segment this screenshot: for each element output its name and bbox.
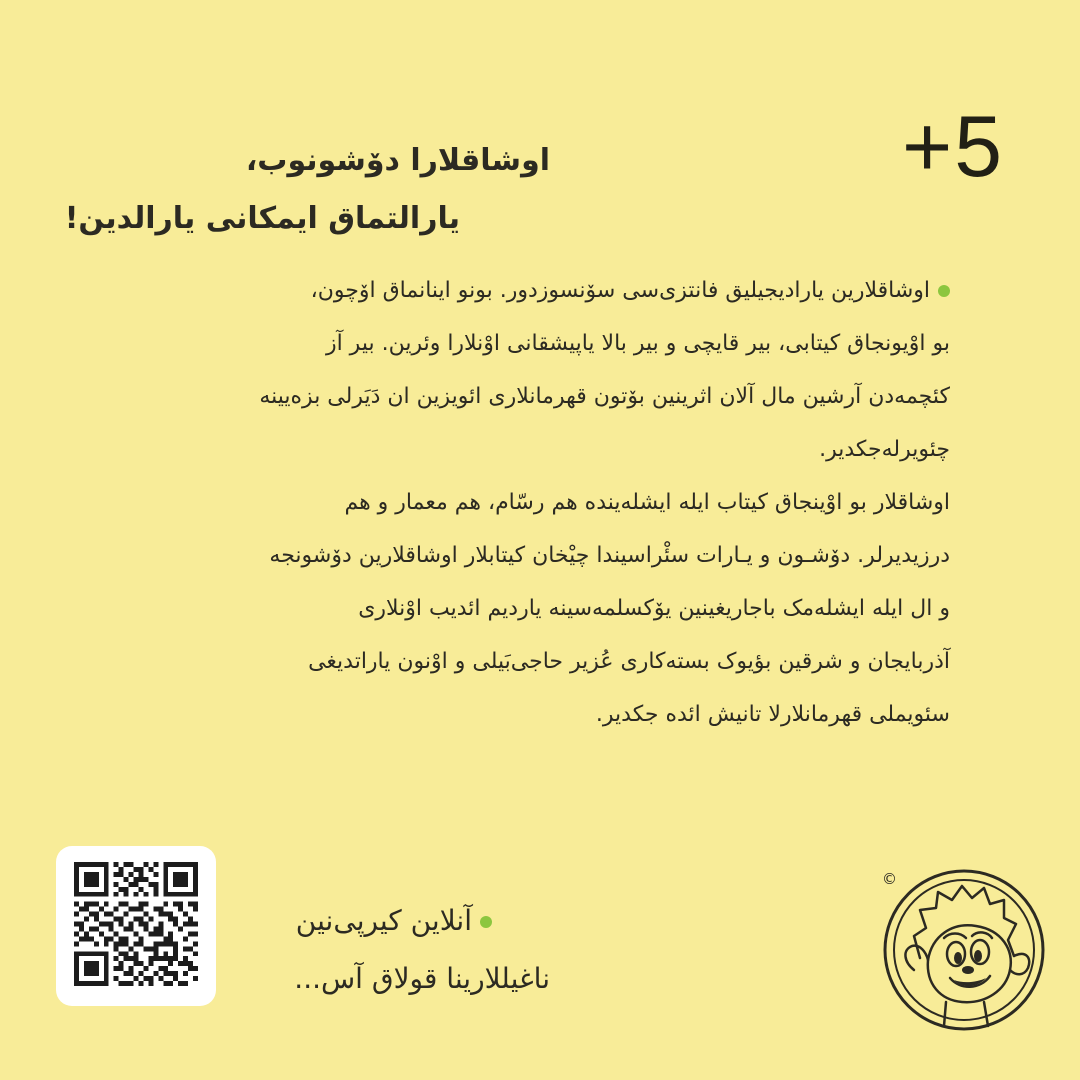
bullet-dot-icon (938, 285, 950, 297)
description-line: چئویرله‌جکدیر. (819, 437, 950, 462)
description-line: و ال ایله ایشله‌مک باجاریغینین یۆکسلمه‌سینه یاردیم ائدیب اوْنلاری (358, 596, 950, 621)
qr-code-icon (74, 862, 198, 986)
caption-line: ناغیللارینا قولاق آس... (294, 962, 550, 995)
age-badge: +5 (902, 99, 1005, 195)
bullet-dot-icon (480, 916, 492, 928)
description-line: آذربایجان و شرقین بؤیوک بسته‌کاری عُزیر حاجی‌بَیلی و اوْنون یاراتدیغی (308, 649, 950, 674)
copyright-symbol: © (882, 870, 897, 888)
qr-code-card[interactable] (56, 846, 216, 1006)
description-line: بو اوْیونجاق کیتابی، بیر قایچی و بیر بالا یاپیشقانی اوْنلارا وئرین. بیر آز (325, 331, 950, 356)
description (86, 264, 950, 741)
caption-line (230, 892, 492, 950)
description-line: درزیدیرلر. دۆشـون و یـارات سئْراسیندا چیْخان کیتابلار اوشاقلارین دۆشونجه (269, 543, 950, 568)
description-line-text: اوشاقلارین یارادیجیلیق فانتزی‌سی سۆنسوزدور. بونو اینانماق اۆچون، (310, 278, 930, 303)
description-line: سئویملی قهرمانلارلا تانیش ائده جکدیر. (595, 702, 950, 727)
description-line: اوشاقلار بو اوْینجاق کیتاب ایله ایشله‌ینده هم رسّام، هم معمار و هم (344, 490, 950, 515)
hedgehog-mascot-icon (880, 866, 1048, 1034)
caption-line-text: آنلاین کیرپی‌نین (295, 904, 472, 937)
description-line: کئچمه‌دن آرشین مال آلان اثرینین بۆتون قهرمانلاری ائویزین ان دَیَرلی بزه‌یینه (259, 384, 950, 409)
audio-stories-caption (230, 892, 550, 1008)
description-line (86, 264, 950, 317)
headline-line-1: اوشاقلارا دۆشونوب، (245, 143, 550, 178)
